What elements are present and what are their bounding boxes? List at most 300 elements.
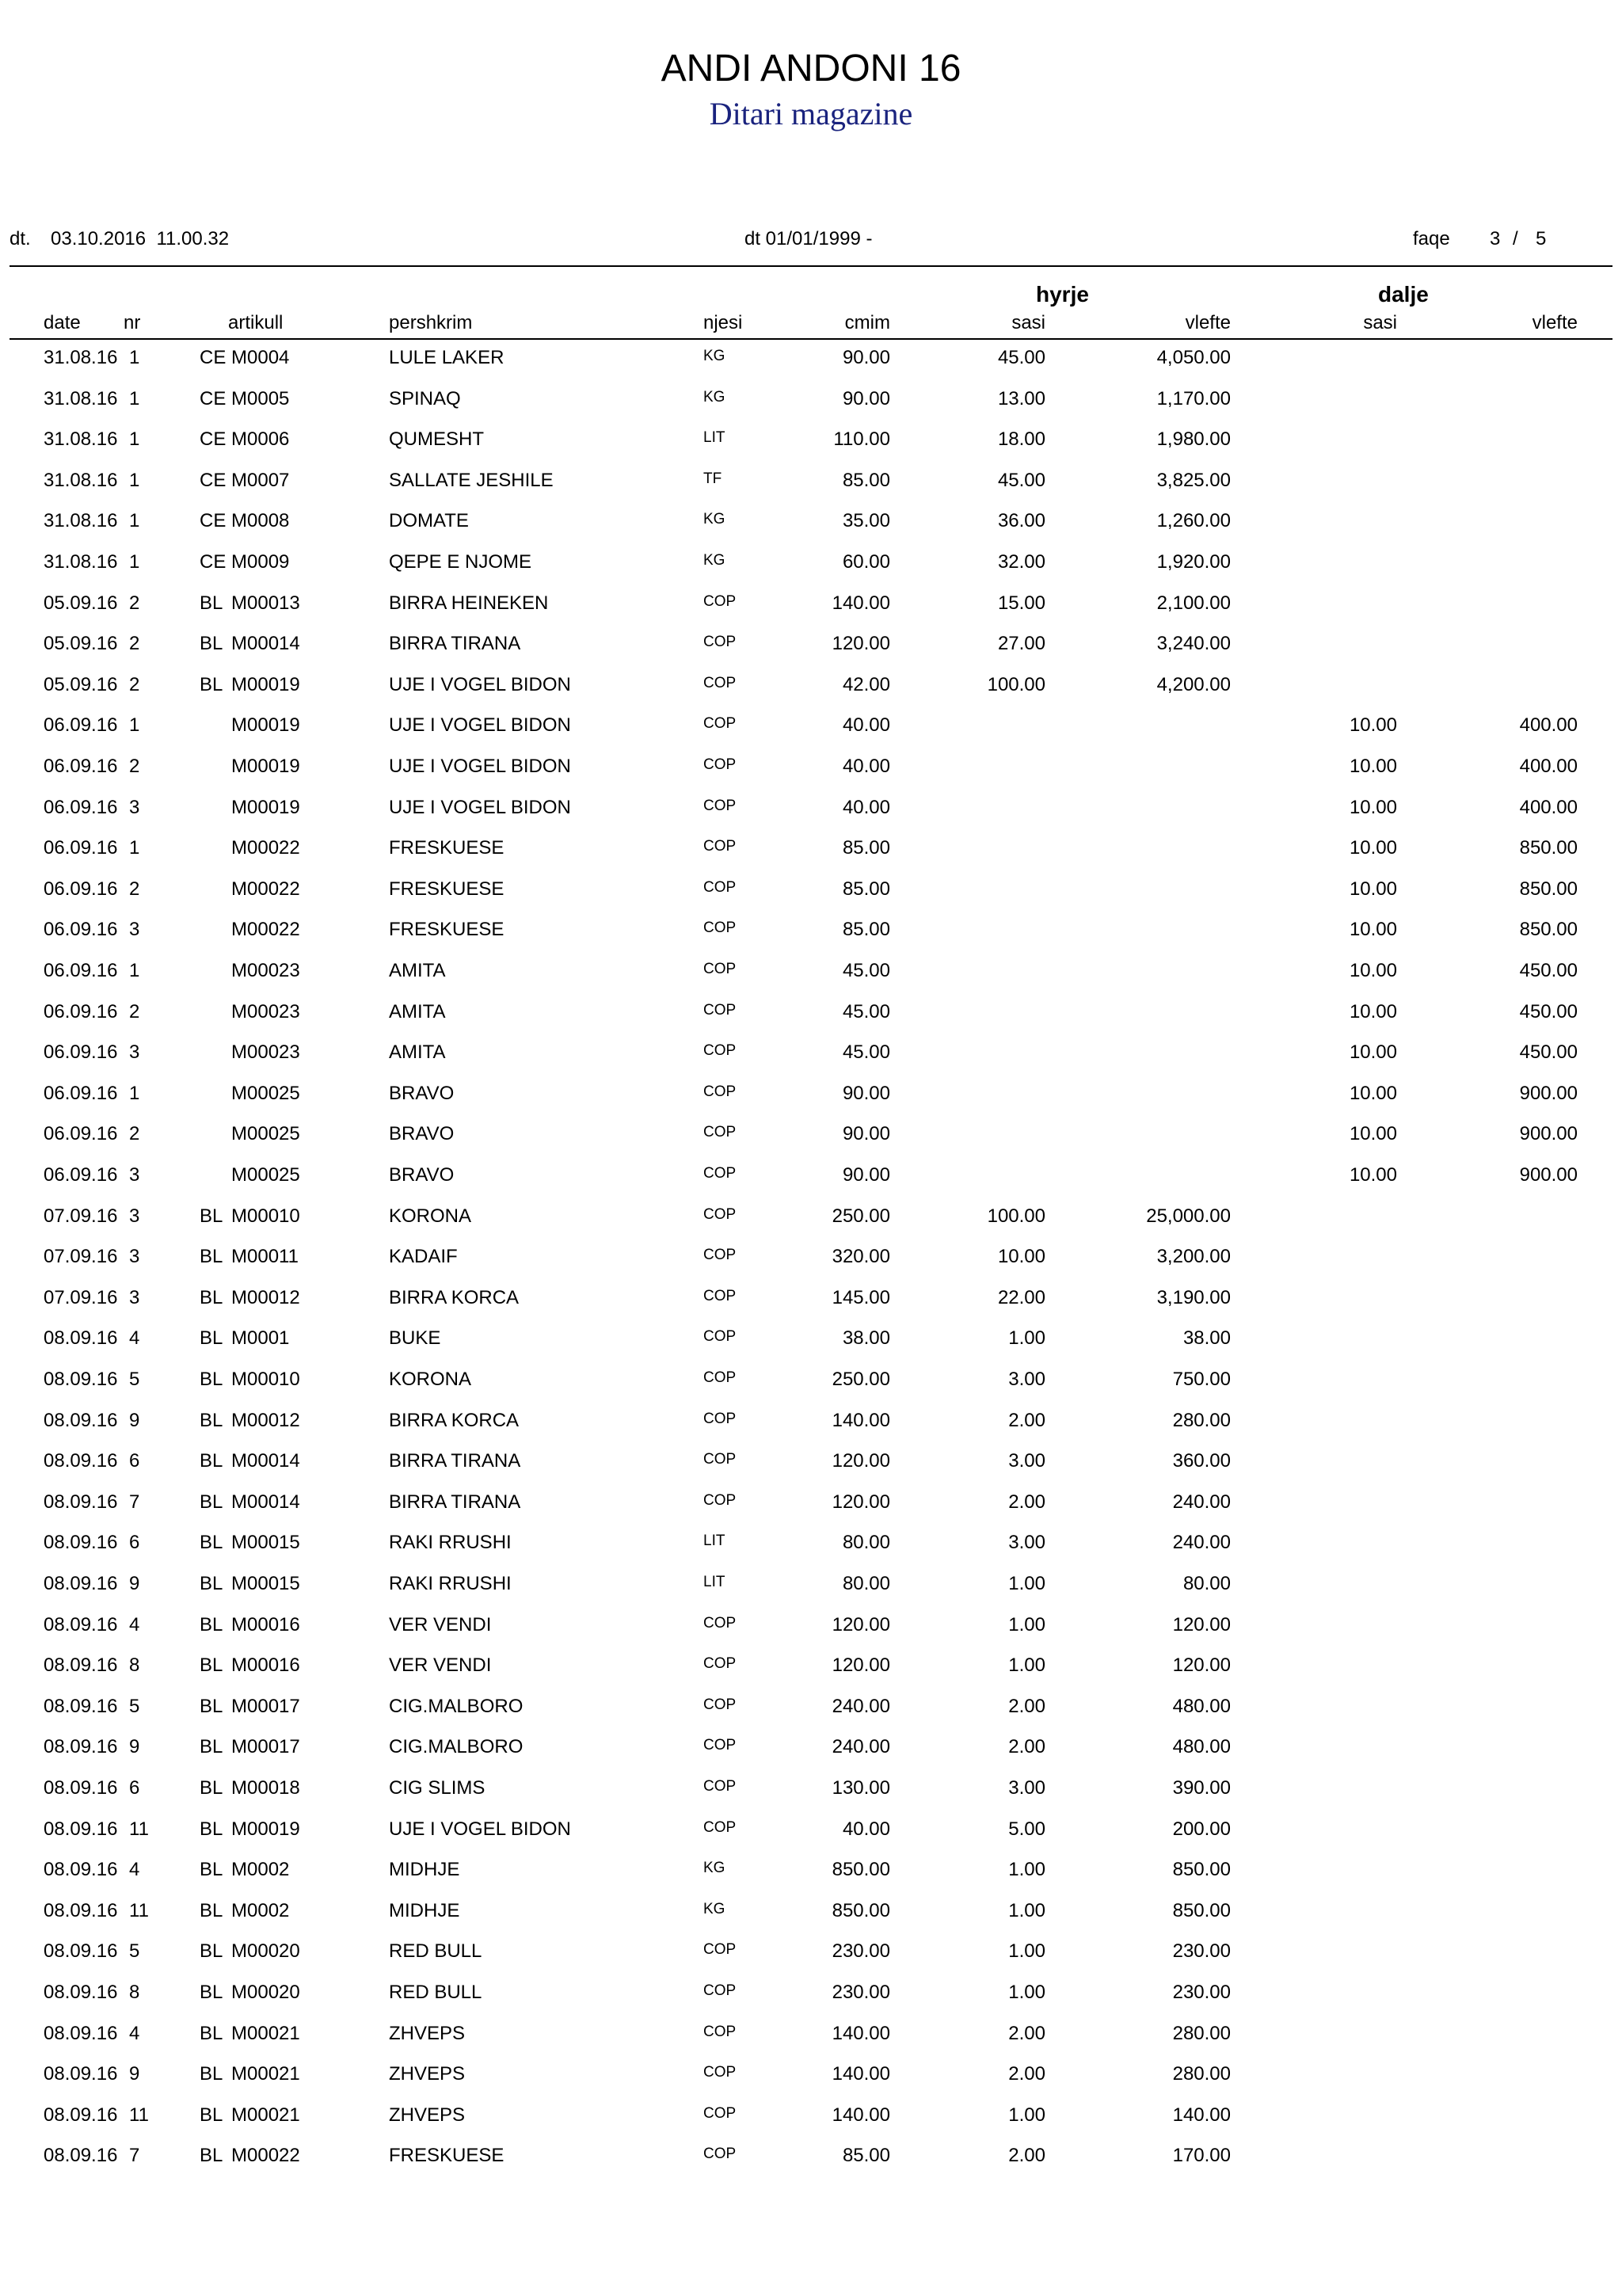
cell-njesi: COP [703, 674, 737, 691]
cell-in-sasi: 45.00 [997, 469, 1045, 491]
cell-artikull: M0005 [231, 387, 290, 409]
cell-doc-type: BL [200, 1899, 223, 1921]
cell-in-sasi: 2.00 [1008, 2022, 1045, 2044]
cell-pershkrim: VER VENDI [389, 1654, 492, 1677]
cell-njesi: COP [703, 1737, 737, 1754]
cell-njesi: COP [703, 2064, 737, 2081]
cell-cmim: 230.00 [832, 1982, 890, 2003]
cell-artikull: M00025 [231, 1082, 300, 1104]
cell-date: 06.09.16 [44, 714, 118, 737]
cell-in-vlefte: 3,825.00 [1156, 469, 1231, 491]
table-row [0, 1409, 1622, 1450]
cell-in-vlefte: 80.00 [1182, 1573, 1231, 1594]
cell-in-sasi: 1.00 [1008, 1327, 1045, 1350]
table-row [0, 2062, 1622, 2104]
cell-njesi: COP [703, 634, 737, 651]
cell-cmim: 85.00 [842, 469, 890, 491]
cell-njesi: COP [703, 1083, 737, 1100]
cell-cmim: 250.00 [832, 1205, 890, 1227]
cell-njesi: LIT [703, 1533, 725, 1550]
cell-artikull: M00025 [231, 1164, 300, 1186]
cell-artikull: M00019 [231, 673, 300, 695]
cell-njesi: COP [703, 2146, 737, 2163]
cell-in-sasi: 3.00 [1008, 1369, 1045, 1390]
cell-date: 08.09.16 [44, 1409, 118, 1431]
cell-njesi: COP [703, 878, 737, 896]
cell-date: 05.09.16 [44, 633, 118, 655]
cell-doc-type: BL [200, 1409, 223, 1431]
cell-nr: 8 [129, 1654, 140, 1677]
cell-doc-type: BL [200, 2063, 223, 2085]
cell-date: 31.08.16 [44, 469, 118, 491]
cell-date: 06.09.16 [44, 1164, 118, 1186]
cell-nr: 1 [129, 960, 140, 981]
cell-njesi: COP [703, 2023, 737, 2040]
cell-in-sasi: 1.00 [1008, 1859, 1045, 1881]
cell-artikull: M0002 [231, 1859, 290, 1881]
cell-cmim: 45.00 [842, 960, 890, 981]
cell-in-sasi: 3.00 [1008, 1777, 1045, 1799]
cell-out-vlefte: 900.00 [1519, 1164, 1578, 1186]
cell-nr: 2 [129, 878, 140, 900]
cell-artikull: M00013 [231, 592, 300, 614]
cell-cmim: 120.00 [832, 1654, 890, 1677]
cell-out-vlefte: 450.00 [1519, 1041, 1578, 1064]
cell-cmim: 140.00 [832, 592, 890, 614]
cell-nr: 1 [129, 428, 140, 451]
table-row [0, 1776, 1622, 1818]
cell-artikull: M00022 [231, 878, 300, 900]
cell-pershkrim: BIRRA TIRANA [389, 1450, 521, 1472]
cell-artikull: M00016 [231, 1613, 300, 1635]
column-header-out-vlefte: vlefte [1532, 312, 1578, 333]
table-row [0, 1613, 1622, 1654]
table-row [0, 1368, 1622, 1409]
cell-nr: 2 [129, 673, 140, 695]
cell-artikull: M00019 [231, 1818, 300, 1840]
cell-nr: 1 [129, 387, 140, 409]
cell-in-sasi: 1.00 [1008, 1899, 1045, 1921]
cell-cmim: 120.00 [832, 1450, 890, 1472]
cell-pershkrim: KORONA [389, 1369, 472, 1390]
table-row [0, 1940, 1622, 1981]
table-row [0, 1245, 1622, 1286]
cell-in-vlefte: 3,240.00 [1156, 633, 1231, 655]
cell-pershkrim: QUMESHT [389, 428, 484, 451]
cell-in-vlefte: 1,260.00 [1156, 510, 1231, 532]
cell-cmim: 250.00 [832, 1369, 890, 1390]
cell-njesi: TF [703, 470, 722, 487]
cell-doc-type: BL [200, 1654, 223, 1677]
cell-doc-type: CE [200, 510, 227, 532]
cell-pershkrim: ZHVEPS [389, 2022, 466, 2044]
cell-date: 31.08.16 [44, 551, 118, 573]
cell-date: 08.09.16 [44, 1573, 118, 1594]
table-row [0, 1858, 1622, 1899]
cell-date: 31.08.16 [44, 347, 118, 368]
date-range: dt 01/01/1999 - [744, 228, 873, 249]
cell-in-vlefte: 230.00 [1172, 1982, 1231, 2003]
table-row [0, 2022, 1622, 2063]
cell-cmim: 120.00 [832, 1613, 890, 1635]
cell-doc-type: BL [200, 1777, 223, 1799]
cell-in-vlefte: 850.00 [1172, 1859, 1231, 1881]
column-header-njesi: njesi [703, 312, 743, 333]
cell-in-sasi: 2.00 [1008, 1736, 1045, 1758]
cell-out-sasi: 10.00 [1349, 1000, 1397, 1022]
cell-njesi: COP [703, 1941, 737, 1959]
cell-nr: 1 [129, 714, 140, 737]
cell-pershkrim: MIDHJE [389, 1859, 460, 1881]
print-datetime: 03.10.2016 11.00.32 [51, 228, 230, 249]
cell-njesi: COP [703, 920, 737, 937]
cell-in-vlefte: 280.00 [1172, 1409, 1231, 1431]
cell-in-sasi: 1.00 [1008, 1613, 1045, 1635]
cell-artikull: M00011 [231, 1246, 299, 1268]
cell-njesi: KG [703, 1860, 725, 1877]
cell-doc-type: CE [200, 347, 227, 368]
cell-in-sasi: 2.00 [1008, 1409, 1045, 1431]
cell-in-vlefte: 170.00 [1172, 2145, 1231, 2167]
cell-cmim: 40.00 [842, 756, 890, 777]
cell-nr: 9 [129, 1573, 140, 1594]
cell-pershkrim: BIRRA HEINEKEN [389, 592, 549, 614]
cell-njesi: COP [703, 838, 737, 855]
table-row [0, 1286, 1622, 1327]
cell-out-vlefte: 850.00 [1519, 919, 1578, 941]
cell-in-vlefte: 2,100.00 [1156, 592, 1231, 614]
column-header-pershkrim: pershkrim [389, 312, 473, 333]
cell-njesi: COP [703, 1410, 737, 1427]
table-row [0, 1531, 1622, 1572]
cell-nr: 2 [129, 1123, 140, 1145]
cell-artikull: M0007 [231, 469, 290, 491]
cell-njesi: COP [703, 797, 737, 814]
cell-in-sasi: 15.00 [997, 592, 1045, 614]
cell-out-sasi: 10.00 [1349, 1164, 1397, 1186]
cell-artikull: M00010 [231, 1369, 300, 1390]
cell-njesi: COP [703, 1778, 737, 1795]
page-label: faqe [1413, 228, 1450, 249]
cell-artikull: M0004 [231, 347, 290, 368]
cell-in-vlefte: 360.00 [1172, 1450, 1231, 1472]
cell-doc-type: BL [200, 1736, 223, 1758]
cell-in-sasi: 1.00 [1008, 1573, 1045, 1594]
cell-nr: 2 [129, 756, 140, 777]
cell-njesi: COP [703, 1287, 737, 1304]
cell-in-vlefte: 230.00 [1172, 1940, 1231, 1963]
cell-artikull: M00023 [231, 1000, 300, 1022]
cell-artikull: M00021 [231, 2063, 300, 2085]
cell-doc-type: BL [200, 1327, 223, 1350]
report-subtitle: Ditari magazine [709, 96, 913, 131]
cell-njesi: COP [703, 961, 737, 977]
cell-njesi: LIT [703, 1574, 725, 1590]
cell-doc-type: BL [200, 1613, 223, 1635]
cell-in-vlefte: 4,200.00 [1156, 673, 1231, 695]
table-row [0, 1572, 1622, 1613]
cell-cmim: 40.00 [842, 714, 890, 737]
group-header-hyrje: hyrje [1036, 282, 1089, 307]
cell-njesi: COP [703, 1696, 737, 1713]
cell-nr: 2 [129, 633, 140, 655]
cell-artikull: M00020 [231, 1982, 300, 2003]
cell-nr: 9 [129, 1736, 140, 1758]
cell-cmim: 60.00 [842, 551, 890, 573]
cell-out-sasi: 10.00 [1349, 919, 1397, 941]
cell-in-sasi: 1.00 [1008, 1940, 1045, 1963]
cell-njesi: COP [703, 1205, 737, 1223]
cell-date: 07.09.16 [44, 1246, 118, 1268]
cell-cmim: 90.00 [842, 1123, 890, 1145]
cell-out-vlefte: 450.00 [1519, 960, 1578, 981]
cell-artikull: M00015 [231, 1573, 300, 1594]
table-row [0, 1082, 1622, 1123]
page-total: 5 [1536, 228, 1547, 249]
cell-cmim: 45.00 [842, 1041, 890, 1064]
cell-date: 06.09.16 [44, 756, 118, 777]
table-row [0, 387, 1622, 428]
table-row [0, 878, 1622, 919]
cell-in-vlefte: 280.00 [1172, 2063, 1231, 2085]
cell-out-vlefte: 900.00 [1519, 1082, 1578, 1104]
cell-in-vlefte: 280.00 [1172, 2022, 1231, 2044]
cell-artikull: M00010 [231, 1205, 300, 1227]
cell-date: 08.09.16 [44, 1532, 118, 1554]
cell-date: 08.09.16 [44, 1695, 118, 1717]
cell-date: 06.09.16 [44, 837, 118, 859]
cell-in-vlefte: 120.00 [1172, 1654, 1231, 1677]
cell-cmim: 85.00 [842, 919, 890, 941]
cell-pershkrim: AMITA [389, 1041, 446, 1064]
cell-in-vlefte: 3,190.00 [1156, 1286, 1231, 1308]
column-header-out-sasi: sasi [1363, 312, 1397, 333]
table-row [0, 2144, 1622, 2185]
cell-nr: 3 [129, 1205, 140, 1227]
cell-date: 06.09.16 [44, 1123, 118, 1145]
cell-date: 31.08.16 [44, 387, 118, 409]
table-row [0, 428, 1622, 469]
cell-pershkrim: FRESKUESE [389, 837, 504, 859]
cell-pershkrim: UJE I VOGEL BIDON [389, 714, 571, 737]
cell-date: 08.09.16 [44, 2145, 118, 2167]
cell-doc-type: BL [200, 2145, 223, 2167]
cell-cmim: 90.00 [842, 1164, 890, 1186]
cell-out-sasi: 10.00 [1349, 1123, 1397, 1145]
cell-doc-type: BL [200, 2022, 223, 2044]
cell-in-sasi: 1.00 [1008, 1654, 1045, 1677]
cell-in-sasi: 27.00 [997, 633, 1045, 655]
cell-njesi: KG [703, 1900, 725, 1917]
table-row [0, 1122, 1622, 1163]
cell-njesi: KG [703, 348, 725, 364]
cell-doc-type: CE [200, 428, 227, 451]
cell-nr: 6 [129, 1450, 140, 1472]
cell-in-vlefte: 480.00 [1172, 1695, 1231, 1717]
print-date-label: dt. [10, 228, 31, 249]
cell-in-sasi: 100.00 [987, 673, 1045, 695]
cell-cmim: 240.00 [832, 1695, 890, 1717]
cell-pershkrim: CIG SLIMS [389, 1777, 485, 1799]
cell-pershkrim: FRESKUESE [389, 2145, 504, 2167]
column-header-in-sasi: sasi [1011, 312, 1045, 333]
table-row [0, 550, 1622, 592]
cell-pershkrim: LULE LAKER [389, 347, 504, 368]
cell-doc-type: BL [200, 1982, 223, 2003]
cell-in-sasi: 13.00 [997, 387, 1045, 409]
cell-date: 05.09.16 [44, 592, 118, 614]
cell-cmim: 240.00 [832, 1736, 890, 1758]
cell-cmim: 85.00 [842, 2145, 890, 2167]
cell-artikull: M00014 [231, 633, 300, 655]
cell-pershkrim: QEPE E NJOME [389, 551, 532, 573]
cell-doc-type: CE [200, 551, 227, 573]
cell-in-vlefte: 38.00 [1182, 1327, 1231, 1350]
cell-doc-type: BL [200, 1532, 223, 1554]
cell-date: 08.09.16 [44, 1777, 118, 1799]
cell-pershkrim: AMITA [389, 960, 446, 981]
table-row [0, 2104, 1622, 2145]
cell-date: 06.09.16 [44, 960, 118, 981]
cell-artikull: M00022 [231, 919, 300, 941]
cell-doc-type: CE [200, 469, 227, 491]
column-header-nr: nr [124, 312, 141, 333]
cell-date: 08.09.16 [44, 1450, 118, 1472]
table-row [0, 1491, 1622, 1532]
cell-pershkrim: RED BULL [389, 1940, 482, 1963]
cell-doc-type: BL [200, 1205, 223, 1227]
cell-nr: 4 [129, 1327, 140, 1350]
cell-out-sasi: 10.00 [1349, 878, 1397, 900]
cell-in-sasi: 2.00 [1008, 2145, 1045, 2167]
column-header-artikull: artikull [228, 312, 284, 333]
cell-njesi: COP [703, 2104, 737, 2122]
cell-njesi: COP [703, 592, 737, 610]
cell-nr: 1 [129, 347, 140, 368]
cell-cmim: 38.00 [842, 1327, 890, 1350]
cell-artikull: M0002 [231, 1899, 290, 1921]
cell-out-vlefte: 850.00 [1519, 837, 1578, 859]
cell-artikull: M00016 [231, 1654, 300, 1677]
cell-cmim: 850.00 [832, 1899, 890, 1921]
cell-pershkrim: CIG.MALBORO [389, 1736, 524, 1758]
cell-doc-type: BL [200, 633, 223, 655]
cell-date: 06.09.16 [44, 1000, 118, 1022]
cell-nr: 5 [129, 1940, 140, 1963]
cell-in-vlefte: 1,920.00 [1156, 551, 1231, 573]
cell-in-vlefte: 4,050.00 [1156, 347, 1231, 368]
cell-cmim: 90.00 [842, 347, 890, 368]
cell-doc-type: BL [200, 1573, 223, 1594]
cell-njesi: COP [703, 1491, 737, 1509]
cell-in-vlefte: 390.00 [1172, 1777, 1231, 1799]
cell-njesi: COP [703, 1818, 737, 1836]
cell-pershkrim: KADAIF [389, 1246, 458, 1268]
cell-pershkrim: UJE I VOGEL BIDON [389, 796, 571, 818]
cell-njesi: COP [703, 1165, 737, 1182]
table-row [0, 1981, 1622, 2022]
cell-njesi: LIT [703, 429, 725, 447]
cell-cmim: 120.00 [832, 633, 890, 655]
cell-njesi: COP [703, 1369, 737, 1386]
table-row [0, 1899, 1622, 1940]
cell-doc-type: BL [200, 1859, 223, 1881]
cell-artikull: M00019 [231, 714, 300, 737]
cell-artikull: M00015 [231, 1532, 300, 1554]
cell-artikull: M00021 [231, 2104, 300, 2126]
table-row [0, 632, 1622, 673]
cell-pershkrim: BIRRA TIRANA [389, 1491, 521, 1513]
cell-cmim: 140.00 [832, 2063, 890, 2085]
cell-in-sasi: 32.00 [997, 551, 1045, 573]
cell-pershkrim: SPINAQ [389, 387, 461, 409]
cell-in-vlefte: 200.00 [1172, 1818, 1231, 1840]
cell-date: 08.09.16 [44, 1736, 118, 1758]
cell-doc-type: BL [200, 1695, 223, 1717]
column-header-cmim: cmim [844, 312, 890, 333]
cell-artikull: M00023 [231, 1041, 300, 1064]
cell-doc-type: BL [200, 1491, 223, 1513]
cell-out-sasi: 10.00 [1349, 837, 1397, 859]
cell-nr: 1 [129, 510, 140, 532]
cell-date: 08.09.16 [44, 1327, 118, 1350]
table-row [0, 959, 1622, 1000]
cell-cmim: 140.00 [832, 1409, 890, 1431]
cell-out-sasi: 10.00 [1349, 960, 1397, 981]
cell-nr: 3 [129, 1246, 140, 1268]
cell-cmim: 45.00 [842, 1000, 890, 1022]
cell-artikull: M00021 [231, 2022, 300, 2044]
cell-out-sasi: 10.00 [1349, 756, 1397, 777]
cell-pershkrim: AMITA [389, 1000, 446, 1022]
cell-date: 08.09.16 [44, 1982, 118, 2003]
cell-doc-type: BL [200, 1246, 223, 1268]
cell-doc-type: BL [200, 673, 223, 695]
cell-artikull: M00014 [231, 1450, 300, 1472]
cell-cmim: 35.00 [842, 510, 890, 532]
cell-cmim: 90.00 [842, 1082, 890, 1104]
cell-pershkrim: RAKI RRUSHI [389, 1573, 512, 1594]
cell-pershkrim: BRAVO [389, 1123, 455, 1145]
cell-pershkrim: UJE I VOGEL BIDON [389, 1818, 571, 1840]
cell-pershkrim: BRAVO [389, 1164, 455, 1186]
cell-cmim: 90.00 [842, 387, 890, 409]
table-row [0, 836, 1622, 878]
cell-in-sasi: 2.00 [1008, 1491, 1045, 1513]
cell-cmim: 80.00 [842, 1532, 890, 1554]
cell-date: 08.09.16 [44, 1654, 118, 1677]
cell-njesi: COP [703, 1614, 737, 1632]
cell-artikull: M00012 [231, 1286, 300, 1308]
cell-pershkrim: BIRRA KORCA [389, 1409, 520, 1431]
cell-nr: 7 [129, 2145, 140, 2167]
cell-out-vlefte: 450.00 [1519, 1000, 1578, 1022]
cell-artikull: M00020 [231, 1940, 300, 1963]
cell-artikull: M00025 [231, 1123, 300, 1145]
cell-nr: 3 [129, 1164, 140, 1186]
cell-date: 08.09.16 [44, 2104, 118, 2126]
table-row [0, 714, 1622, 755]
cell-nr: 2 [129, 1000, 140, 1022]
cell-artikull: M00023 [231, 960, 300, 981]
cell-date: 08.09.16 [44, 1818, 118, 1840]
cell-njesi: COP [703, 1655, 737, 1673]
cell-date: 08.09.16 [44, 1940, 118, 1963]
cell-nr: 8 [129, 1982, 140, 2003]
cell-artikull: M00012 [231, 1409, 300, 1431]
cell-njesi: KG [703, 511, 725, 528]
cell-in-vlefte: 1,980.00 [1156, 428, 1231, 451]
